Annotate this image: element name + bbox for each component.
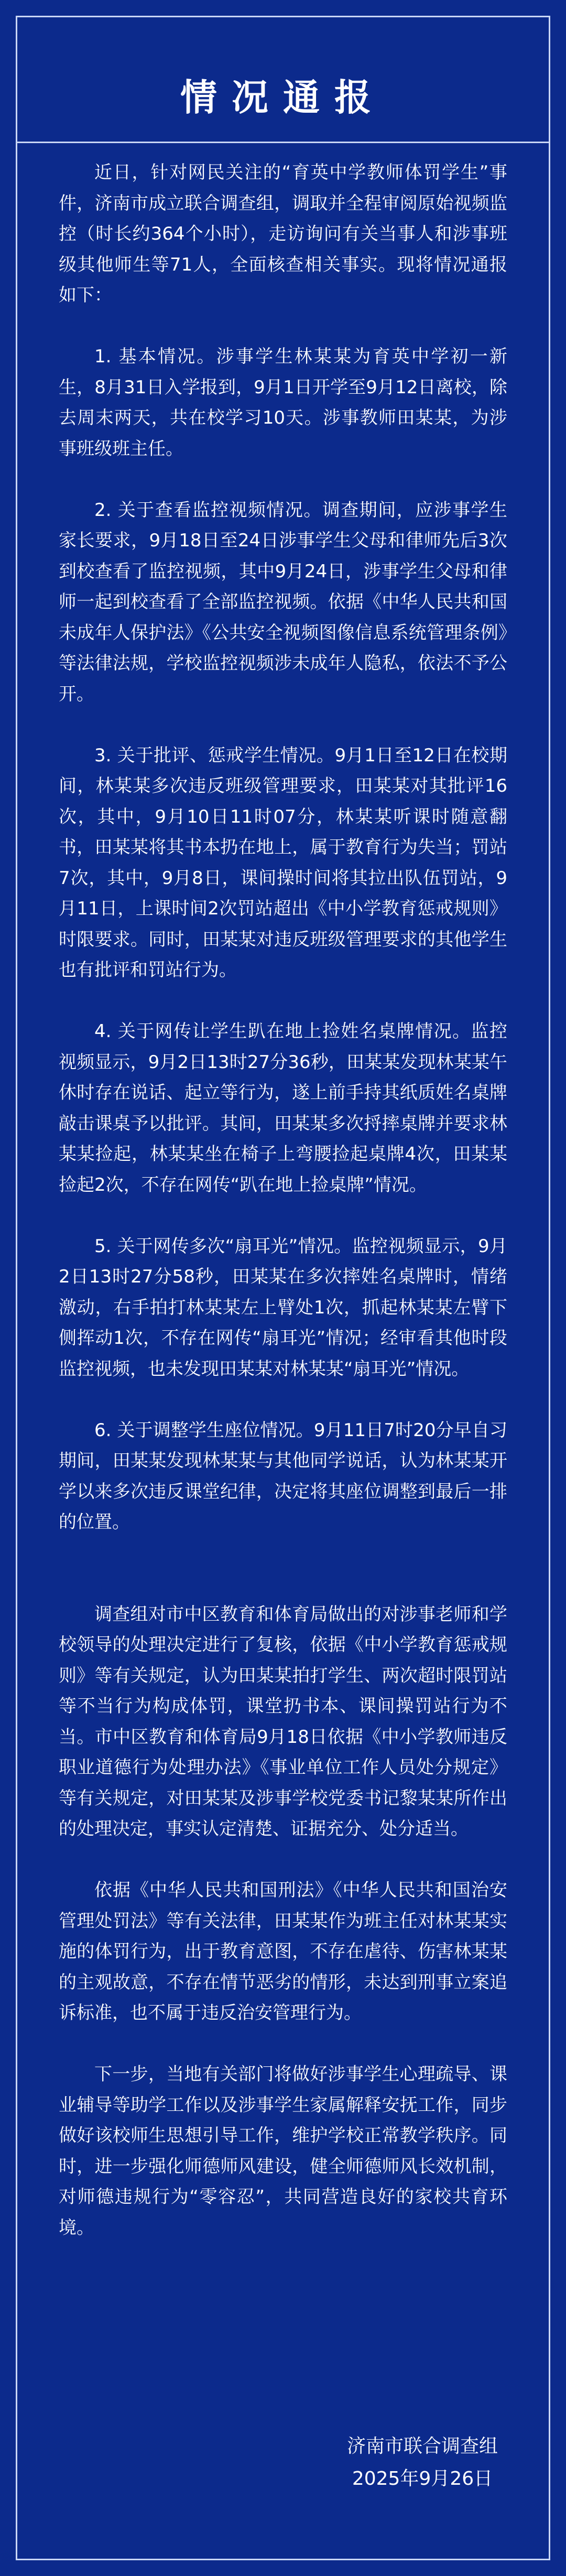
notice-title: 情况通报 bbox=[180, 76, 386, 119]
section-name-plate: 4. 关于网传让学生趴在地上捡姓名桌牌情况。监控视频显示，9月2日13时27分36秒，田某某发现林某某午休时存在说话、起立等行为，遂上前手持其纸质姓名桌牌敲击课桌予以批评。其间，田某某多次捋摔桌牌并要求林某某捡起，林某某坐在椅子上弯腰捡起桌牌4次，田某某捡起2次，不存在网传“趴在地上捡桌牌”情况。 bbox=[59, 1021, 507, 1195]
title-divider bbox=[16, 142, 550, 143]
signature-block bbox=[347, 2430, 498, 2495]
section-video-review: 2. 关于查看监控视频情况。调查期间，应涉事学生家长要求，9月18日至24日涉事学生父母和律师先后3次到校查看了监控视频，其中9月24日，涉事学生父母和律师一起到校查看了全部监控视频。依据《中华人民共和国未成年人保护法》《公共安全视频图像信息系统管理条例》等法律法规，学校监控视频涉未成年人隐私，依法不予公开。 bbox=[59, 499, 507, 705]
section-slapping-claims: 5. 关于网传多次“扇耳光”情况。监控视频显示，9月2日13时27分58秒，田某某在多次摔姓名桌牌时，情绪激动，右手拍打林某某左上臂处1次，抓起林某某左臂下侧挥动1次，不存在网传“扇耳光”情况；经审看其他时段监控视频，也未发现田某某对林某某“扇耳光”情况。 bbox=[59, 1235, 507, 1379]
signature-date: 2025年9月26日 bbox=[352, 2468, 493, 2489]
notice-body bbox=[59, 157, 507, 2243]
intro-paragraph: 近日，针对网民关注的“育英中学教师体罚学生”事件，济南市成立联合调查组，调取并全程审阅原始视频监控（时长约364个小时），走访询问有关当事人和涉事班级其他师生等71人，全面核查相关事实。现将情况通报如下： bbox=[59, 162, 507, 306]
section-basic-info: 1. 基本情况。涉事学生林某某为育英中学初一新生，8月31日入学报到，9月1日开学至9月12日离校，除去周末两天，共在校学习10天。涉事教师田某某，为涉事班级班主任。 bbox=[59, 346, 507, 459]
section-seat-change: 6. 关于调整学生座位情况。9月11日7时20分早自习期间，田某某发现林某某与其他同学说话，认为林某某开学以来多次违反课堂纪律，决定将其座位调整到最后一排的位置。 bbox=[59, 1419, 507, 1533]
legal-paragraph: 依据《中华人民共和国刑法》《中华人民共和国治安管理处罚法》等有关法律，田某某作为班主任对林某某实施的体罚行为，出于教育意图，不存在虐待、伤害林某某的主观故意，不存在情节恶劣的情形，未达到刑事立案追诉标准，也不属于违反治安管理行为。 bbox=[59, 1880, 507, 2023]
section-criticism-discipline: 3. 关于批评、惩戒学生情况。9月1日至12日在校期间，林某某多次违反班级管理要求，田某某对其批评16次，其中，9月10日11时07分，林某某听课时随意翻书，田某某将其书本扔在地上，属于教育行为失当；罚站7次，其中，9月8日，课间操时间将其拉出队伍罚站，9月11日，上课时间2次罚站超出《中小学教育惩戒规则》时限要求。同时，田某某对违反班级管理要求的其他学生也有批评和罚站行为。 bbox=[59, 745, 507, 980]
review-paragraph: 调查组对市中区教育和体育局做出的对涉事老师和学校领导的处理决定进行了复核，依据《中小学教育惩戒规则》等有关规定，认为田某某拍打学生、两次超时限罚站等不当行为构成体罚，课堂扔书本、课间操罚站行为不当。市中区教育和体育局9月18日依据《中小学教师违反职业道德行为处理办法》《事业单位工作人员处分规定》等有关规定，对田某某及涉事学校党委书记黎某某所作出的处理决定，事实认定清楚、证据充分、处分适当。 bbox=[59, 1603, 507, 1839]
next-steps-paragraph: 下一步，当地有关部门将做好涉事学生心理疏导、课业辅导等助学工作以及涉事学生家属解释安抚工作，同步做好该校师生思想引导工作，维护学校正常教学秩序。同时，进一步强化师德师风建设，健全师德师风长效机制，对师德违规行为“零容忍”，共同营造良好的家校共育环境。 bbox=[59, 2064, 507, 2238]
signature-org: 济南市联合调查组 bbox=[346, 2435, 498, 2457]
